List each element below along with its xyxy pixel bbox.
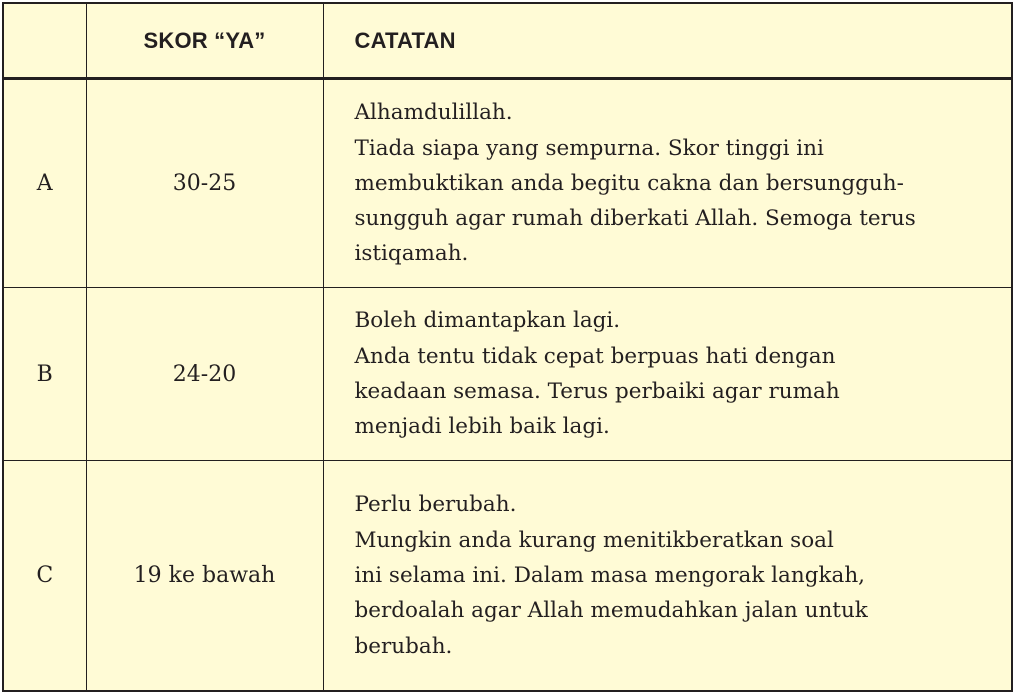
- row-score: 30-25: [86, 79, 323, 288]
- note-line: ini selama ini. Dalam masa mengorak langkah,: [354, 563, 866, 588]
- table-row: [3, 287, 1012, 461]
- table-row: [3, 79, 1012, 288]
- row-label: B: [3, 287, 86, 461]
- note-line: Anda tentu tidak cepat berpuas hati dengan: [354, 343, 836, 369]
- row-note: [323, 287, 1012, 461]
- header-label: [3, 3, 86, 79]
- note-line: Alhamdulillah.: [354, 100, 513, 126]
- row-label: C: [3, 461, 86, 691]
- note-line: Tiada siapa yang sempurna. Skor tinggi ini: [354, 135, 824, 161]
- note-line: membuktikan anda begitu cakna dan bersungguh-: [354, 170, 904, 196]
- note-line: berdoalah agar Allah memudahkan jalan untuk: [354, 598, 868, 624]
- row-note: [323, 461, 1012, 691]
- score-table: [2, 2, 1013, 692]
- header-score: SKOR “YA”: [86, 3, 323, 79]
- note-line: menjadi lebih baik lagi.: [354, 414, 610, 440]
- note-line: istiqamah.: [354, 241, 469, 267]
- note-line: sungguh agar rumah diberkati Allah. Semoga terus: [354, 206, 916, 232]
- row-score: 24-20: [86, 287, 323, 461]
- header-note: CATATAN: [323, 3, 1012, 79]
- note-line: Boleh dimantapkan lagi.: [354, 308, 621, 334]
- table-row: [3, 461, 1012, 691]
- row-note: [323, 79, 1012, 288]
- note-line: keadaan semasa. Terus perbaiki agar rumah: [354, 379, 840, 405]
- row-label: A: [3, 79, 86, 288]
- row-score: 19 ke bawah: [86, 461, 323, 691]
- note-line: Perlu berubah.: [354, 492, 517, 518]
- header-row: [3, 3, 1012, 79]
- note-line: berubah.: [354, 633, 453, 659]
- note-line: Mungkin anda kurang menitikberatkan soal: [354, 527, 834, 553]
